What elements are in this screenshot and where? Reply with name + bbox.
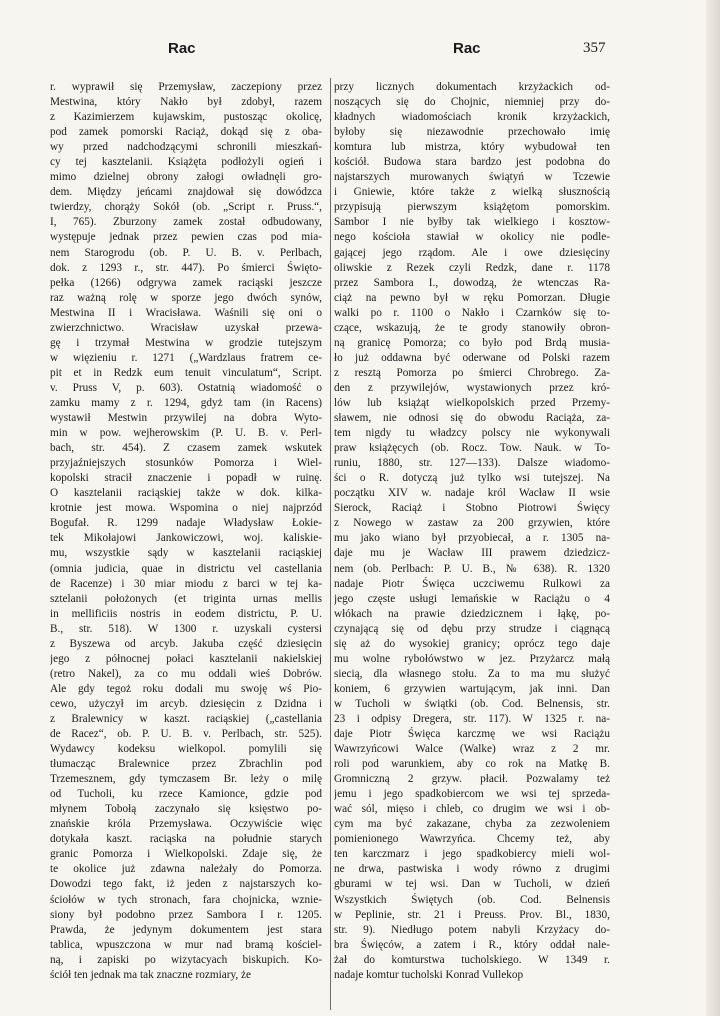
text-line: z Kazimierzem kujawskim, pustosząc okolicę,	[50, 111, 322, 124]
text-line: nego kościoła stawiał w okolicy nie podle-	[334, 231, 610, 244]
text-line: Gromniczną 2 grzyw. płacił. Pozwalamy też	[334, 773, 610, 786]
text-line: in mellificiis nostris in eodem districtu, P. U.	[50, 607, 322, 620]
text-line: mu jako wiano był przyobiecał, a r. 1305 na-	[334, 532, 610, 545]
text-line: od Tucholi, ku rzece Kamionce, gdzie pod	[50, 788, 322, 801]
text-line: tek Mikołajowi Jankowiczowi, woj. kaliskie-	[50, 532, 322, 545]
page-number: 357	[583, 40, 606, 56]
text-line: byłoby się niezawodnie przechowało imię	[334, 126, 610, 139]
text-line: gburami w tej wsi. Dan w Tucholi, w dzień	[334, 878, 610, 891]
text-line: ciąż na pewno był w ręku Pomorzan. Długie	[334, 291, 610, 304]
page-edge-shadow	[706, 0, 720, 1016]
text-line: wystawił Mestwin przywilej na dobra Wyto-	[50, 412, 322, 425]
text-line: koniem, 6 grzywien wartującym, jak inni. Dan	[334, 682, 610, 695]
text-line: Sambor I nie byłby tak wielkiego i kosztow-	[334, 216, 610, 229]
text-line: Sierock, Raciąż i Stobno Piotrowi Święcy	[334, 502, 610, 515]
text-line: występuje jednak przez pewien czas pod mia-	[50, 231, 322, 244]
text-line: sławem, nie odnosi się do obwodu Raciąża, za-	[334, 412, 610, 425]
text-line: kładnych wiadomościach kronik krzyżackich,	[334, 111, 610, 124]
text-line: noszących się do Chojnic, niemniej przy do-	[334, 96, 610, 109]
text-line: nadaje Piotr Święca uczciwemu Rulkowi za	[334, 577, 610, 590]
right-text-column	[334, 80, 610, 983]
text-line: praw książęcych (ob. Rocz. Tow. Nauk. w To-	[334, 442, 610, 455]
text-line: de Racenze) i 30 miar miodu z barci w tej ka-	[50, 577, 322, 590]
text-line: siecią, dla własnego stołu. Za to ma mu służyć	[334, 667, 610, 680]
text-line: Wydawcy kodeksu wielkopol. pomylili się	[50, 743, 322, 756]
text-line: tablica, wpuszczona w mur nad bramą kościel-	[50, 938, 322, 951]
text-line: daje Piotr Święca karczmę we wsi Raciążu	[334, 728, 610, 741]
text-line: zwierzchnictwo. Wracisław uzyskał przewa-	[50, 321, 322, 334]
text-line: runiu, 1880, str. 127—133). Dalsze wiadomo-	[334, 457, 610, 470]
text-line: dok. z 1293 r., str. 447). Po śmierci Święto-	[50, 261, 322, 274]
text-line: w więzieniu r. 1271 („Wardzlaus fratrem ce-	[50, 351, 322, 364]
text-line: Mestwina, który Nakło był zdobył, razem	[50, 96, 322, 109]
text-line: żał do komturstwa tucholskiego. W 1349 r.	[334, 953, 610, 966]
text-line: przez Sambora I., dowodzą, że wtenczas Ra-	[334, 276, 610, 289]
text-line: pod zamek pomorski Raciąż, dokąd się z oba-	[50, 126, 322, 139]
text-line: O kasztelanii raciąskiej także w dok. kilka-	[50, 487, 322, 500]
text-line: zamku mamy z r. 1294, gdyż tam (in Racens)	[50, 396, 322, 409]
text-line: 23 i odpisy Dregera, str. 117). W 1325 r. na-	[334, 712, 610, 725]
text-line: Mestwina II i Wracisława. Waśnili się oni o	[50, 306, 322, 319]
text-line: I, 765). Zburzony zamek został odbudowany,	[50, 216, 322, 229]
text-line: granic Pomorza i Wielkopolski. Zdaje się, że	[50, 848, 322, 861]
text-line: pomienionego Wawrzyńca. Chcemy też, aby	[334, 833, 610, 846]
text-line: ną, i zapiski po wizytacyach biskupich. Ko-	[50, 953, 322, 966]
text-line: lów lub książąt wielkopolskich przed Przemy-	[334, 396, 610, 409]
text-line: Trzemesznem, gdy tymczasem Br. leży o milę	[50, 773, 322, 786]
text-line: twierdzy, chorąży Sokół (ob. „Script r. Pruss.“,	[50, 201, 322, 214]
text-line: komtura lub mistrza, który wybudował ten	[334, 141, 610, 154]
left-text-column	[50, 80, 322, 983]
text-line: przy licznych dokumentach krzyżackich od-	[334, 81, 610, 93]
text-line: ściołów w tych stronach, fara chojnicka, wznie-	[50, 893, 322, 906]
text-line: kościół. Budowa stara bardzo jest podobna do	[334, 156, 610, 169]
text-line: nem (ob. Perlbach: P. U. B., № 638). R. 1320	[334, 562, 610, 575]
text-line: B., str. 518). W 1300 r. uzyskali cystersi	[50, 622, 322, 635]
text-line: Bogufał. R. 1299 nadaje Władysław Łokie-	[50, 517, 322, 530]
text-line: ło już oddawna być oderwane od Polski razem	[334, 351, 610, 364]
text-line: dem. Między jeńcami znajdował się dowódzca	[50, 186, 322, 199]
text-line: de Racez“, ob. P. U. B. v. Perlbach, str. 525).	[50, 728, 322, 741]
text-line: raz ważną rolę w sporze jego dwóch synów,	[50, 291, 322, 304]
text-line: początku XIV w. nadaje król Wacław II wsie	[334, 487, 610, 500]
text-line: w Tucholi w świątki (ob. Cod. Belnensis, str.	[334, 697, 610, 710]
text-line: v. Pruss V, p. 603). Ostatnią wiadomość o	[50, 381, 322, 394]
text-line: nem Starogrodu (ob. P. U. B. v. Perlbach,	[50, 246, 322, 259]
text-line: i Gniewie, które także z wielką słusznością	[334, 186, 610, 199]
text-line: jego z północnej połaci kasztelanii nakielskiej	[50, 652, 322, 665]
text-line: cym ma być zakazane, chyba za zezwoleniem	[334, 818, 610, 831]
text-line: w Peplinie, str. 21 i Preuss. Prov. Bl., 1830,	[334, 908, 610, 921]
column-divider	[330, 78, 331, 1010]
text-line: cy tej kasztelanii. Książęta podłożyli ogień i	[50, 156, 322, 169]
text-line: ten karczmarz i jego spadkobiercy mieli wol-	[334, 848, 610, 861]
text-line: z Nowego w zastaw za 200 grzywien, które	[334, 517, 610, 530]
text-line: nadaje komtur tucholski Konrad Vullekop	[334, 968, 524, 981]
text-line: daje mu je Wacław III prawem dziedzicz-	[334, 547, 610, 560]
text-line: te okolice już zdawna należały do Pomorza.	[50, 863, 322, 876]
text-line: Wszystkich Świętych (ob. Cod. Belnensis	[334, 893, 610, 906]
text-line: młynem Tobołą zaczynało się księstwo po-	[50, 803, 322, 816]
text-line: (omnia judicia, quae in districtu vel castellania	[50, 562, 322, 575]
text-line: min w pow. wejherowskim (P. U. B. v. Perl-	[50, 427, 322, 440]
text-line: czące, wskazują, że te grody stanowiły obron-	[334, 321, 610, 334]
text-line: bra Święców, a zatem i R., który oddał nale-	[334, 938, 610, 951]
text-line: kopolski stracił znaczenie i popadł w ruinę.	[50, 472, 322, 485]
running-head-right: Rac	[453, 40, 481, 57]
text-line: z Bralewnicy w kaszt. raciąskiej („castellania	[50, 712, 322, 725]
text-line: cewo, użyczył im arcyb. dziesięcin z Dzidna i	[50, 697, 322, 710]
text-line: jemu i jego spadkobiercom we wsi tej sprzeda-	[334, 788, 610, 801]
text-line: z Byszewa od arcyb. Jakuba część dziesięcin	[50, 637, 322, 650]
page-header	[0, 40, 720, 64]
text-line: pit et in Redzk eum tenuit vinculatum“, Script.	[50, 366, 322, 379]
text-line: Wawrzyńcowi Walce (Walke) wraz z 2 mr.	[334, 743, 610, 756]
text-line: mu wolne rybołówstwo w jez. Przyżarcz małą	[334, 652, 610, 665]
text-line: ściół ten jednak ma tak znaczne rozmiary, że	[50, 968, 252, 981]
text-line: z resztą Pomorza po śmierci Chrobrego. Za-	[334, 366, 610, 379]
text-line: się aż do wysokiej granicy; oprócz tego daje	[334, 637, 610, 650]
text-line: wać sól, mięso i chleb, co drugim we wsi i ob-	[334, 803, 610, 816]
text-line: Prawda, że jedynym dokumentem jest stara	[50, 923, 322, 936]
text-line: mu, wszystkie sądy w kasztelanii raciąskiej	[50, 547, 322, 560]
text-line: Ale gdy tegoż roku dodali mu swoję wś Pio-	[50, 682, 322, 695]
text-line: mimo dzielnej obrony załogi owładnęli gro-	[50, 171, 322, 184]
text-line: gę i trzymał Mestwina w grodzie tutejszym	[50, 336, 322, 349]
text-line: (retro Nakel), za co mu oddali wieś Dobrów.	[50, 667, 322, 680]
text-line: przypisują pierwszym książętom pomorskim.	[334, 201, 610, 214]
text-line: walki po r. 1100 o Nakło i Czarnków się to-	[334, 306, 610, 319]
text-line: tem nigdy tu władzcy polscy nie wykonywali	[334, 427, 610, 440]
text-line: znańskie króla Przemysława. Oczywiście więc	[50, 818, 322, 831]
text-line: wy przed nadchodzącymi schronili mieszkań-	[50, 141, 322, 154]
text-line: gającej jego rządom. Ale i owe dziesięciny	[334, 246, 610, 259]
text-line: czynającą się od dębu przy strudze i ciągnącą	[334, 622, 610, 635]
text-line: str. 9). Niedługo potem nabyli Krzyżacy do-	[334, 923, 610, 936]
text-line: siony był podobno przez Sambora I r. 1205.	[50, 908, 322, 921]
text-line: pełka (1266) odgrywa zamek raciąski jeszcze	[50, 276, 322, 289]
text-line: krotnie jest mowa. Wspomina o niej najprzód	[50, 502, 322, 515]
text-line: tłumacząc Bralewnice przez Zbrachlin pod	[50, 758, 322, 771]
text-line: jego częste usługi lemańskie w Raciążu o 4	[334, 592, 610, 605]
text-line: Dowodzi tego fakt, iż jeden z najstarszych ko-	[50, 878, 322, 891]
text-line: den z przywilejów, wystawionych przez kró-	[334, 381, 610, 394]
text-line: roli pod warunkiem, aby co rok na Matkę B.	[334, 758, 610, 771]
text-line: dotykała kaszt. raciąska na południe starych	[50, 833, 322, 846]
running-head-left: Rac	[168, 40, 196, 57]
text-line: sztelanii położonych (et triginta urnas mellis	[50, 592, 322, 605]
text-line: ną granicę Pomorza; co było pod Brdą musia-	[334, 336, 610, 349]
text-line: r. wyprawił się Przemysław, zaczepiony przez	[50, 81, 322, 93]
text-line: ne drwa, pastwiska i wody równo z drugimi	[334, 863, 610, 876]
text-line: włókach na prawie dziedzicznem i łąkę, po-	[334, 607, 610, 620]
text-line: oliwskie z Rezek czyli Redzk, dane r. 1178	[334, 261, 610, 274]
text-line: najstarszych murowanych świątyń w Tczewie	[334, 171, 610, 184]
text-line: bach, str. 454). Z czasem zamek wskutek	[50, 442, 322, 455]
text-line: przyjaźniejszych stosunków Pomorza i Wiel-	[50, 457, 322, 470]
text-line: ści o R. dotyczą już tylko wsi tutejszej. Na	[334, 472, 610, 485]
